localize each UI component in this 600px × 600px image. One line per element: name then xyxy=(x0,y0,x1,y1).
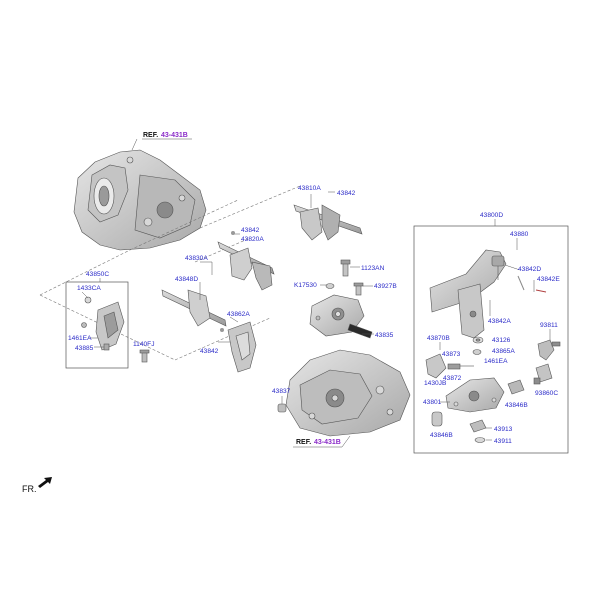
label-43842d[interactable]: 43842D xyxy=(518,266,542,273)
label-43846b-bottom[interactable]: 43846B xyxy=(430,432,453,439)
label-1430jb[interactable]: 1430JB xyxy=(424,380,447,387)
bushing-43846b-bottom-part xyxy=(432,412,442,426)
ref-prefix: REF. xyxy=(296,439,312,446)
washer-k17530-part xyxy=(320,284,334,289)
label-1140fj[interactable]: 1140FJ xyxy=(133,341,155,348)
label-43872[interactable]: 43872 xyxy=(443,375,462,382)
pin-43842d-part xyxy=(518,276,524,290)
ref-prefix: REF. xyxy=(143,132,159,139)
shift-rail-43810a-part xyxy=(294,192,362,240)
label-43801[interactable]: 43801 xyxy=(423,399,442,406)
label-43873[interactable]: 43873 xyxy=(442,351,461,358)
front-arrow-icon xyxy=(38,477,52,488)
label-43850c[interactable]: 43850C xyxy=(86,271,110,278)
transmission-case-part xyxy=(74,150,206,250)
label-43830a[interactable]: 43830A xyxy=(185,255,208,262)
label-43842-low[interactable]: 43842 xyxy=(200,348,219,355)
shift-control-housing-part xyxy=(310,295,374,338)
label-43820a[interactable]: 43820A xyxy=(241,236,264,243)
front-direction-marker xyxy=(22,477,52,494)
front-marker-label: FR. xyxy=(22,484,37,494)
label-43885[interactable]: 43885 xyxy=(75,345,94,352)
label-43810a[interactable]: 43810A xyxy=(298,185,321,192)
label-43842-mid[interactable]: 43842 xyxy=(241,227,260,234)
clip-43911-part xyxy=(475,438,485,443)
sensor-93860c-part xyxy=(534,364,552,384)
label-43880[interactable]: 43880 xyxy=(510,231,529,238)
cable-end-43846b-top-part xyxy=(508,380,524,394)
label-43842e[interactable]: 43842E xyxy=(537,276,560,283)
shift-rail-43830a-part xyxy=(162,262,226,326)
ref-label-bottom[interactable] xyxy=(293,436,350,447)
bolt-43927b-part xyxy=(354,283,373,295)
label-k17530[interactable]: K17530 xyxy=(294,282,317,289)
label-43837[interactable]: 43837 xyxy=(272,388,291,395)
seal-43126-part xyxy=(473,337,483,343)
bolt-1140fj-part xyxy=(140,350,149,362)
shift-base-43801-part xyxy=(446,378,504,412)
label-43870b[interactable]: 43870B xyxy=(427,335,450,342)
shift-fork-43862a-part xyxy=(218,317,256,372)
ref-code[interactable]: 43-431B xyxy=(161,132,188,139)
plug-43837-part xyxy=(278,396,286,412)
label-43800d[interactable]: 43800D xyxy=(480,212,504,219)
ref-code[interactable]: 43-431B xyxy=(314,439,341,446)
label-43842-top[interactable]: 43842 xyxy=(337,190,356,197)
label-43842a[interactable]: 43842A xyxy=(488,318,511,325)
label-43913[interactable]: 43913 xyxy=(494,426,513,433)
label-43927b[interactable]: 43927B xyxy=(374,283,397,290)
label-43126[interactable]: 43126 xyxy=(492,337,511,344)
label-43911[interactable]: 43911 xyxy=(494,438,512,445)
label-1461ea-left[interactable]: 1461EA xyxy=(68,335,92,342)
label-43848d[interactable]: 43848D xyxy=(175,276,199,283)
bolt-1123an-part xyxy=(341,260,360,276)
switch-93811-part xyxy=(538,340,560,360)
ref-label-top[interactable] xyxy=(132,132,192,150)
label-43865a[interactable]: 43865A xyxy=(492,348,515,355)
clip-43913-part xyxy=(470,420,486,432)
label-43846b-top[interactable]: 43846B xyxy=(505,402,528,409)
label-1123an[interactable]: 1123AN xyxy=(361,265,385,272)
label-1433ca[interactable]: 1433CA xyxy=(77,285,101,292)
pin-43842e-part xyxy=(536,290,546,292)
transmission-case-lower-part xyxy=(286,350,410,436)
bushing-43865a-part xyxy=(473,350,481,355)
label-93860c[interactable]: 93860C xyxy=(535,390,559,397)
label-93811[interactable]: 93811 xyxy=(540,322,558,329)
label-1461ea-right[interactable]: 1461EA xyxy=(484,358,508,365)
label-43835[interactable]: 43835 xyxy=(375,332,394,339)
label-43862a[interactable]: 43862A xyxy=(227,311,250,318)
